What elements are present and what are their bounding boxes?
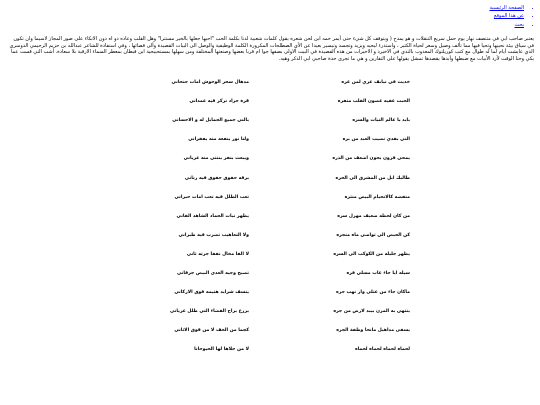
verse-second-hemistich: لا القا مخال نقفا جرته ثاني [186, 251, 249, 257]
poem-verse [0, 176, 540, 184]
poem-verse [0, 80, 540, 88]
verse-first-hemistich: متقضه كالانحيام البيض منثره [344, 194, 410, 200]
poem-verse [0, 195, 540, 203]
poem-verse [0, 328, 540, 336]
poem-verse [0, 118, 540, 126]
nav-menu [490, 5, 525, 30]
verse-first-hemistich: ينتهي به المزن بيبد لارض من جره [333, 309, 410, 315]
nav-link[interactable]: بحث [514, 21, 524, 28]
poem-verse [0, 233, 540, 241]
nav-item [490, 22, 525, 28]
verse-second-hemistich: يرزع براح القضاء التي ظلل عرياني [170, 309, 249, 315]
verse-first-hemistich: بايد يا عالم النيات والسره [352, 118, 410, 124]
verse-second-hemistich: قرة جراد نزكز فيه عمداني [189, 99, 249, 105]
verse-second-hemistich: تصبح وجيه العدى البيض جرقاني [176, 271, 249, 276]
verse-second-hemistich: يتسف شرايد هتيمه فوق الاركاني [174, 290, 249, 296]
verse-second-hemistich: يظهر نبات الحماد الشاهد القاني [176, 213, 249, 219]
poem-verse [0, 156, 540, 164]
poem-verse [0, 137, 540, 145]
poem-verse [0, 347, 540, 355]
verse-first-hemistich: يظهر جليله من الكوكب الى السره [333, 251, 410, 257]
verse-first-hemistich: كن الحبض الي تواصي ماه منجره [336, 232, 410, 238]
verse-first-hemistich: خديث في نيابف عزي لمن غره [341, 80, 410, 85]
verse-first-hemistich: من كان لحظه ضعيف مهزل سره [337, 213, 410, 219]
verse-first-hemistich: لحماه لحماه لحماه لحماه [354, 347, 410, 353]
verse-first-hemistich: يسقى مداهيل مانحا وظفة الجره [336, 328, 410, 334]
nav-item [490, 13, 525, 19]
verse-first-hemistich: طالبك ابل من المشرق الى الحره [335, 175, 410, 181]
intro-paragraph: يعتبر صاحب ابي في متنصف نهار يوم حمل سريع التنقلات و هو يمدح ( ويتوقف كل شيء حتى أيمر حمه ابن لحن شعره يقول كلمات شعبية لدنا بكلمة الحب "احبها جعلها بالخير مستترا" وهل القلب وعاده دو اه دون الانكاء على صور المجاز لاسيما وان تكون في سياق بيئة نحيبها وتحيا فيها مما تألف وصيل وسعر لحياة الكثير ، واستذرء ليحيه ويزيد وتجسد وتيسير بعيدا عن الأي الصطلحات المكرورة الكلمة الوظيفية والوصل الى البيات القصيدة وألى قصائها ، وفي استفادة للشاعر عبدالله بن حزيم الرحيمي الدوسري الذي عايشت أيام لما له طوال مع كتب كوريلتوك المعذوب بالتدي في الاخيرد و الاخيرات من هذه القصيدة في البيت الاولى بصفها جوا ام قرنا بعضها وصنعتها المختلفة ومن سهلها بمستحبيحية ابن قبطان بمعطر السماء الارقية بلا سعادة. أشب التي قست عما بكي وحنا الوقت لأرد الأبيات مع ضبطها وأبدها يقصدها تمشل يقولها على التقارين و هي ما تجرى حدة صاحبي ابي الذكر وهيه. [9, 36, 534, 62]
verse-second-hemistich: ولنا نور ينفعه منه يفقراني [188, 137, 249, 143]
verse-second-hemistich: لا من جلاها لها الحيوحانا [194, 347, 249, 353]
verse-second-hemistich: برقه حقوق حقوق فيه رناني [184, 175, 249, 181]
nav-item [490, 5, 525, 11]
verse-second-hemistich: ولا التعاهيب تضرب فيه ظبراني [178, 232, 249, 238]
verse-first-hemistich: الني بقدي نصيب العبد من بره [342, 137, 410, 143]
verse-second-hemistich: ويبعث بنفر ينتني منه عرياني [183, 156, 249, 162]
poem-verse [0, 271, 540, 279]
poem-verse [0, 309, 540, 317]
verse-second-hemistich: بالني جميع الجمايل له و الاحساني [172, 118, 249, 124]
poem-verse [0, 214, 540, 222]
poem-verse [0, 290, 540, 298]
verse-first-hemistich: سيله ايا جاء غاب مسلي فره [346, 271, 410, 276]
poem-verse [0, 99, 540, 107]
verse-first-hemistich: يمحي قرون يجون اضعف من الذره [332, 156, 410, 162]
poem-verse [0, 252, 540, 260]
verse-second-hemistich: تعب الظلل فيه تعب امات حيراني [174, 194, 249, 200]
verse-first-hemistich: ماكان جاء من عتلى وار نهب جره [336, 290, 410, 296]
verse-second-hemistich: مدهال سحر الوحوش امات جنحاني [171, 80, 249, 85]
verse-second-hemistich: كجما من الخف لا من قوق الاثاني [174, 328, 249, 334]
verse-first-hemistich: الحبت عقيه غصون القلب متفره [337, 99, 410, 105]
nav-link[interactable]: الصفحة الرئيسية [489, 5, 524, 11]
nav-link[interactable]: عن هذا الموقع [493, 13, 524, 20]
